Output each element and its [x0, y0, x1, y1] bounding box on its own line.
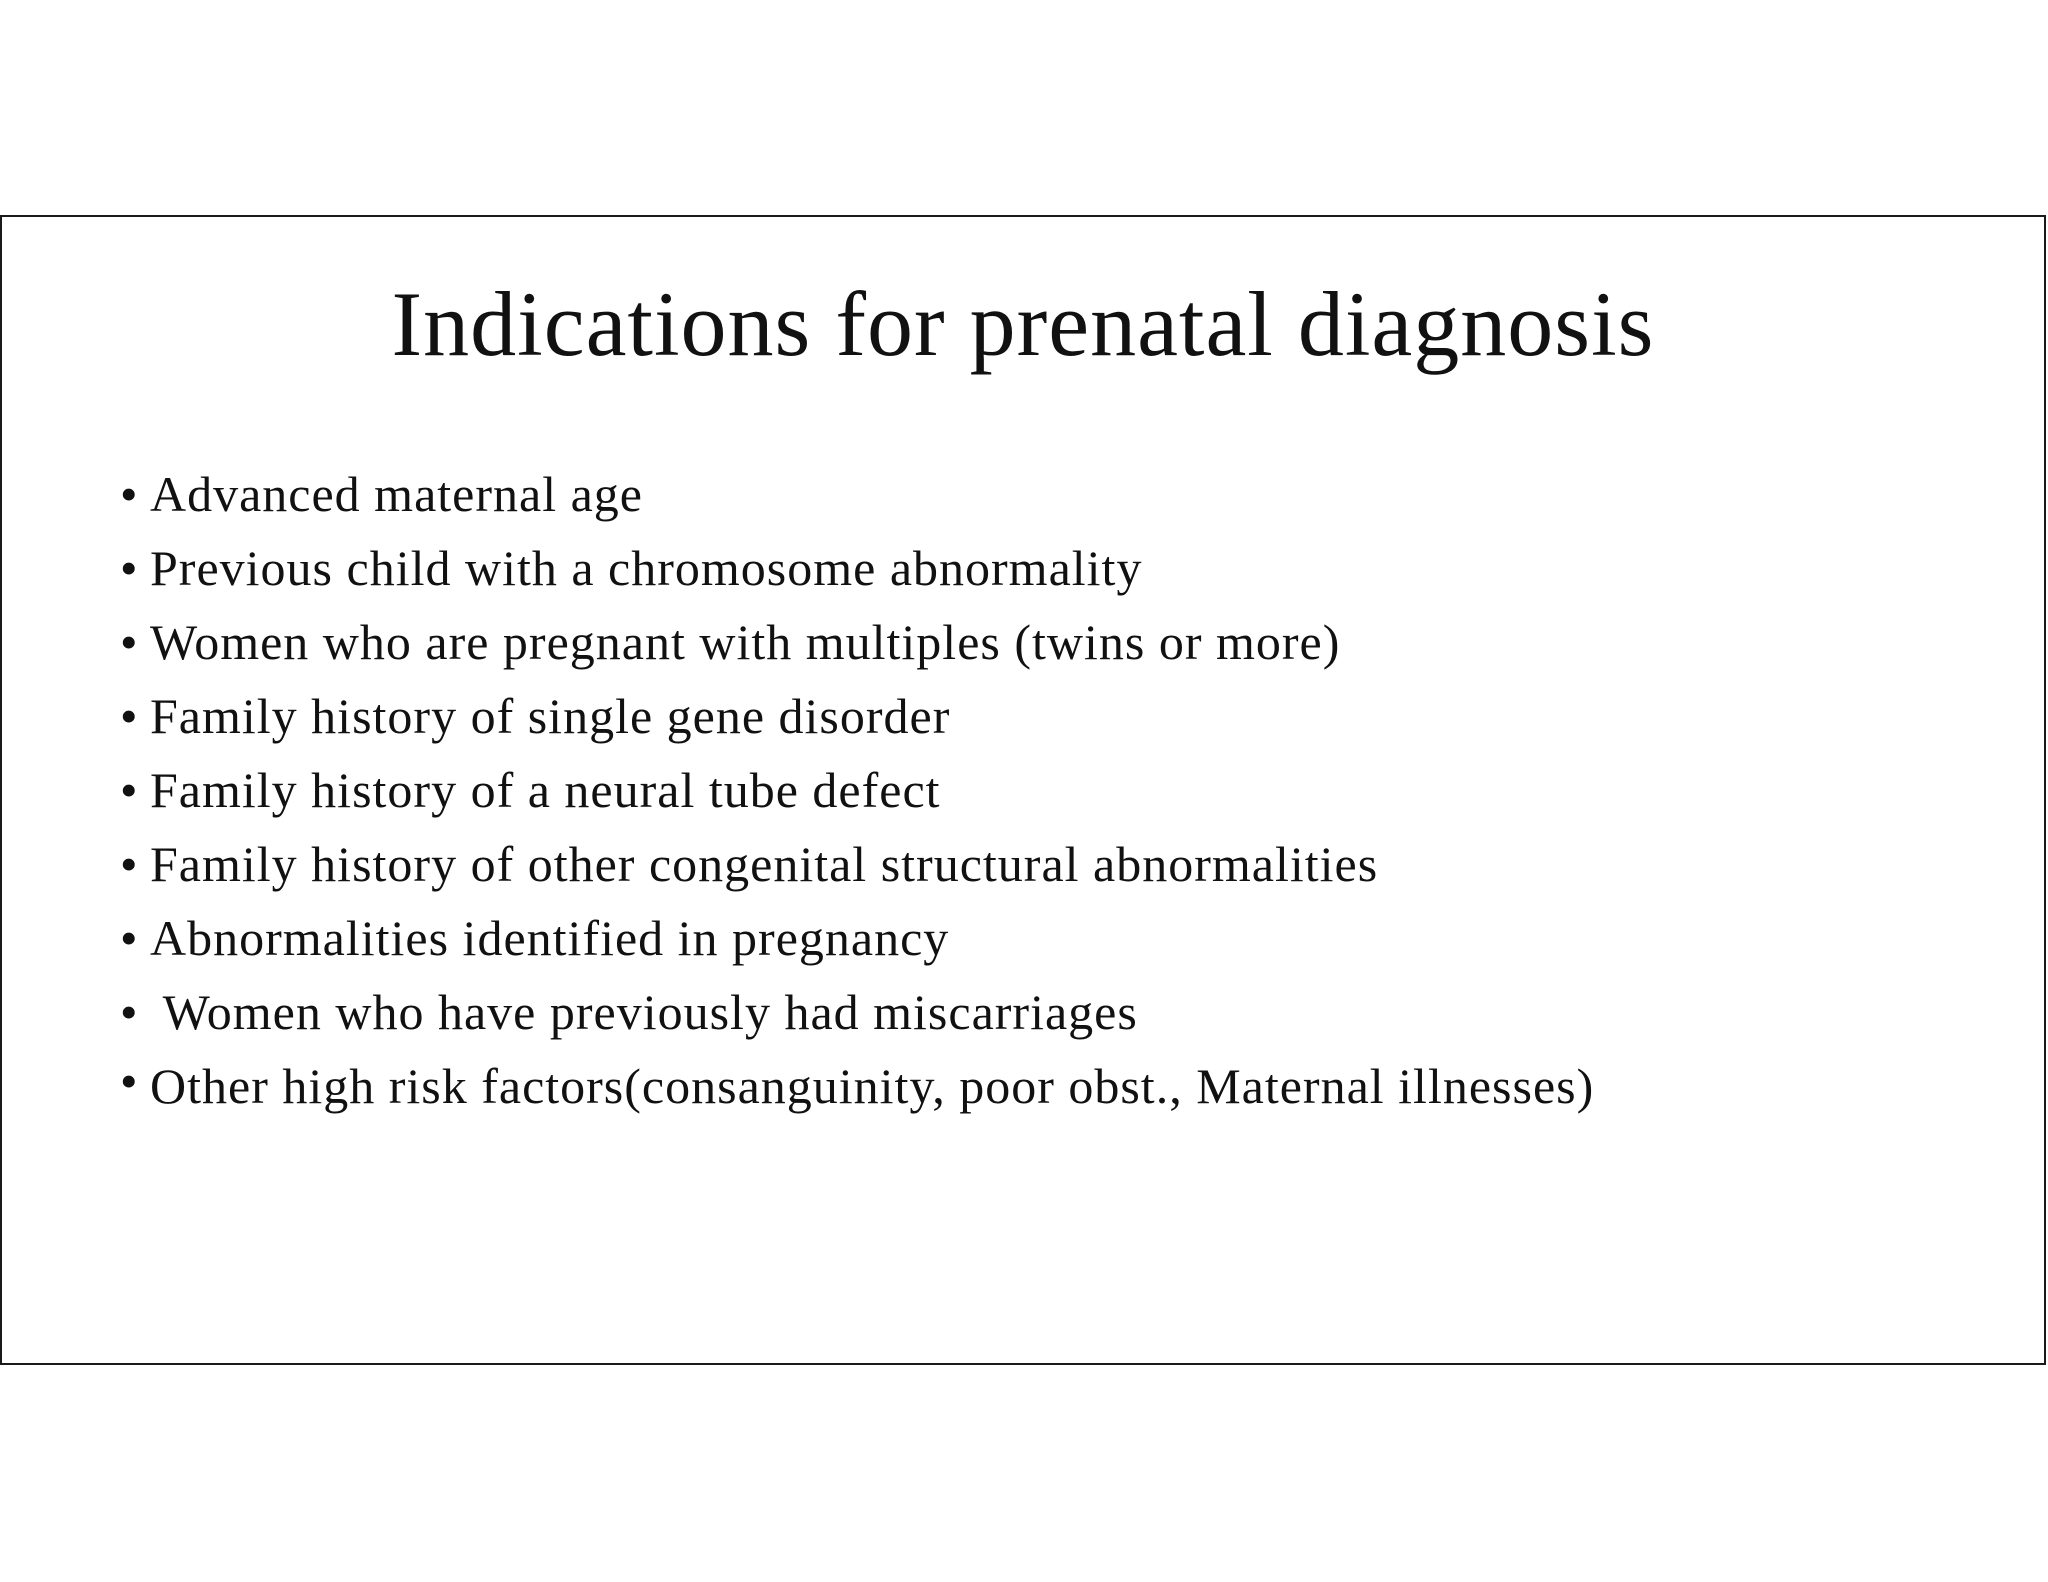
list-item-text: Previous child with a chromosome abnormality [150, 540, 1143, 596]
list-item [120, 975, 1964, 1049]
slide-title: Indications for prenatal diagnosis [391, 273, 1655, 375]
list-item [120, 901, 1964, 975]
slide-frame [0, 215, 2046, 1365]
list-item-text: Abnormalities identified in pregnancy [150, 910, 950, 966]
list-item [120, 605, 1964, 679]
bullet-list [120, 457, 1964, 1118]
list-item [120, 679, 1964, 753]
list-item [120, 753, 1964, 827]
list-item-text: Family history of a neural tube defect [150, 762, 941, 818]
list-item-text: Family history of other congenital structural abnormalities [150, 836, 1379, 892]
bullet-icon: • [120, 614, 139, 670]
list-item-text: Other high risk factors(consanguinity, poor obst., Maternal illnesses) [150, 1058, 1595, 1114]
bullet-icon: • [120, 984, 139, 1040]
list-item [120, 1049, 1964, 1118]
bullet-icon: • [120, 688, 139, 744]
bullet-icon: • [120, 540, 139, 596]
list-item-text: Women who are pregnant with multiples (twins or more) [150, 614, 1341, 670]
bullet-icon: • [120, 836, 139, 892]
bullet-icon: • [120, 762, 139, 818]
list-item-text: Women who have previously had miscarriages [150, 984, 1138, 1040]
bullet-icon: • [120, 910, 139, 966]
bullet-icon: • [120, 466, 139, 522]
list-item [120, 457, 1964, 531]
list-item-text: Family history of single gene disorder [150, 688, 951, 744]
list-item-text: Advanced maternal age [150, 466, 643, 522]
list-item [120, 827, 1964, 901]
list-item [120, 531, 1964, 605]
bullet-icon: • [120, 1053, 139, 1109]
